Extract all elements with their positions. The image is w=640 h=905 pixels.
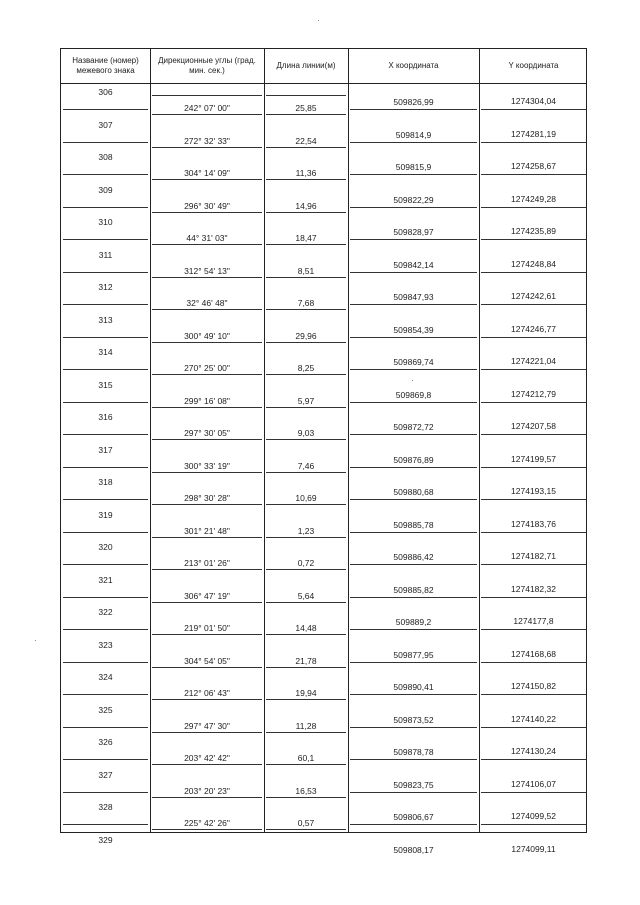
point-name: 310 xyxy=(98,217,113,227)
row-divider xyxy=(266,732,346,733)
row-divider xyxy=(481,239,586,240)
row-divider xyxy=(481,434,586,435)
row-divider xyxy=(152,342,262,343)
row-divider xyxy=(152,212,262,213)
row-divider xyxy=(350,337,477,338)
point-name: 313 xyxy=(98,314,113,325)
line-length: 11,36 xyxy=(295,168,317,178)
point-name: 324 xyxy=(98,672,113,682)
row-divider xyxy=(481,824,586,825)
point-name: 306 xyxy=(98,87,113,97)
row-divider xyxy=(350,629,477,630)
x-coordinate: 509885,78 xyxy=(393,519,434,530)
direction-angle: 312° 54' 13" xyxy=(184,265,230,276)
row-divider xyxy=(481,662,586,663)
row-divider xyxy=(152,277,262,278)
line-length: 21,78 xyxy=(295,655,317,666)
row-divider xyxy=(152,114,262,115)
row-divider xyxy=(350,142,477,143)
y-coordinate: 1274235,89 xyxy=(511,226,556,236)
row-divider xyxy=(63,434,148,435)
row-divider xyxy=(63,694,148,695)
row-divider xyxy=(266,797,346,798)
row-divider xyxy=(266,504,346,505)
y-coordinate: 1274249,28 xyxy=(511,193,556,204)
row-divider xyxy=(481,792,586,793)
row-divider xyxy=(63,207,148,208)
row-divider xyxy=(350,694,477,695)
y-coordinate: 1274140,22 xyxy=(511,713,556,724)
row-divider xyxy=(481,597,586,598)
x-coordinate: 509889,2 xyxy=(395,617,432,627)
x-coordinate: 509878,78 xyxy=(393,747,434,757)
row-divider xyxy=(350,824,477,825)
x-coordinate: 509808,17 xyxy=(393,844,434,855)
row-divider xyxy=(152,179,262,180)
row-divider xyxy=(63,272,148,273)
point-name: 308 xyxy=(98,152,113,162)
row-divider xyxy=(152,147,262,148)
x-coordinate: 509814,9 xyxy=(395,129,432,140)
x-coordinate: 509826,99 xyxy=(393,97,434,107)
row-divider xyxy=(350,207,477,208)
y-coordinate: 1274212,79 xyxy=(511,388,556,399)
y-coordinate: 1274099,11 xyxy=(511,843,556,854)
row-divider xyxy=(350,402,477,403)
y-coordinate: 1274182,71 xyxy=(511,551,556,561)
direction-angle: 300° 33' 19" xyxy=(184,460,230,471)
row-divider xyxy=(63,142,148,143)
point-name: 309 xyxy=(98,184,113,195)
x-coordinate: 509885,82 xyxy=(393,584,434,595)
row-divider xyxy=(266,212,346,213)
direction-angle: 299° 16' 08" xyxy=(184,395,230,406)
direction-angle: 297° 30' 05" xyxy=(184,428,230,438)
point-name: 312 xyxy=(98,282,113,292)
row-divider xyxy=(266,244,346,245)
x-coordinate: 509869,74 xyxy=(393,357,434,367)
scan-speck xyxy=(412,380,413,381)
x-coordinate: 509890,41 xyxy=(393,682,434,692)
direction-angle: 272° 32' 33" xyxy=(184,135,230,146)
y-coordinate: 1274177,8 xyxy=(513,616,554,626)
row-divider xyxy=(152,95,262,96)
y-coordinate: 1274242,61 xyxy=(511,291,556,301)
row-divider xyxy=(266,277,346,278)
row-divider xyxy=(63,564,148,565)
line-length: 18,47 xyxy=(295,233,317,243)
line-length: 22,54 xyxy=(295,135,317,146)
direction-angle: 203° 42' 42" xyxy=(184,753,230,763)
direction-angle: 219° 01' 50" xyxy=(184,623,230,633)
line-length: 29,96 xyxy=(295,330,317,341)
direction-angle: 213° 01' 26" xyxy=(184,558,230,568)
row-divider xyxy=(266,537,346,538)
row-divider xyxy=(63,759,148,760)
row-divider xyxy=(266,342,346,343)
line-length: 60,1 xyxy=(297,753,315,763)
point-name: 317 xyxy=(98,444,113,455)
x-coordinate: 509823,75 xyxy=(393,779,434,790)
row-divider xyxy=(63,304,148,305)
row-divider xyxy=(63,727,148,728)
row-divider xyxy=(481,337,586,338)
point-name: 316 xyxy=(98,412,113,422)
y-coordinate: 1274199,57 xyxy=(511,453,556,464)
header-direction: Дирекционные углы (град. мин. сек.) xyxy=(158,56,256,75)
row-divider xyxy=(63,824,148,825)
row-divider xyxy=(63,109,148,110)
row-divider xyxy=(152,797,262,798)
row-divider xyxy=(63,402,148,403)
point-name: 327 xyxy=(98,769,113,780)
row-divider xyxy=(152,667,262,668)
row-divider xyxy=(152,504,262,505)
x-coordinate: 509873,52 xyxy=(393,714,434,725)
direction-angle: 242° 07' 00" xyxy=(184,103,230,113)
row-divider xyxy=(266,114,346,115)
row-divider xyxy=(152,829,262,830)
direction-angle: 298° 30' 28" xyxy=(184,493,230,503)
header-divider xyxy=(61,83,586,84)
row-divider xyxy=(266,472,346,473)
line-length: 8,51 xyxy=(297,265,315,276)
row-divider xyxy=(266,764,346,765)
row-divider xyxy=(266,829,346,830)
row-divider xyxy=(266,439,346,440)
row-divider xyxy=(266,569,346,570)
point-name: 319 xyxy=(98,509,113,520)
scan-speck xyxy=(318,20,319,21)
row-divider xyxy=(350,564,477,565)
line-length: 5,97 xyxy=(297,395,315,406)
row-divider xyxy=(266,374,346,375)
x-coordinate: 509876,89 xyxy=(393,454,434,465)
point-name: 315 xyxy=(98,379,113,390)
header-name: Название (номер) межевого знака xyxy=(72,56,139,75)
row-divider xyxy=(152,244,262,245)
row-divider xyxy=(152,764,262,765)
row-divider xyxy=(266,602,346,603)
point-name: 325 xyxy=(98,704,113,715)
direction-angle: 44° 31' 03" xyxy=(186,233,228,243)
row-divider xyxy=(266,699,346,700)
row-divider xyxy=(266,634,346,635)
row-divider xyxy=(63,337,148,338)
row-divider xyxy=(481,759,586,760)
header-length: Длина линии(м) xyxy=(276,61,336,70)
direction-angle: 304° 14' 09" xyxy=(184,168,230,178)
row-divider xyxy=(481,629,586,630)
y-coordinate: 1274168,68 xyxy=(511,648,556,659)
row-divider xyxy=(350,499,477,500)
row-divider xyxy=(350,467,477,468)
point-name: 329 xyxy=(98,834,113,845)
row-divider xyxy=(350,662,477,663)
row-divider xyxy=(350,759,477,760)
row-divider xyxy=(63,239,148,240)
line-length: 10,69 xyxy=(295,493,317,503)
row-divider xyxy=(481,499,586,500)
row-divider xyxy=(63,597,148,598)
line-length: 19,94 xyxy=(295,688,317,698)
direction-angle: 225° 42' 26" xyxy=(184,818,230,828)
scan-speck xyxy=(35,640,36,641)
y-coordinate: 1274099,52 xyxy=(511,811,556,821)
row-divider xyxy=(152,569,262,570)
row-divider xyxy=(152,732,262,733)
direction-angle: 304° 54' 05" xyxy=(184,655,230,666)
row-divider xyxy=(63,467,148,468)
x-coordinate: 509828,97 xyxy=(393,227,434,237)
row-divider xyxy=(481,304,586,305)
direction-angle: 296° 30' 49" xyxy=(184,200,230,211)
point-name: 314 xyxy=(98,347,113,357)
column-divider xyxy=(150,49,151,832)
row-divider xyxy=(152,537,262,538)
row-divider xyxy=(481,207,586,208)
y-coordinate: 1274304,04 xyxy=(511,96,556,106)
point-name: 311 xyxy=(98,249,113,260)
y-coordinate: 1274130,24 xyxy=(511,746,556,756)
x-coordinate: 509822,29 xyxy=(393,194,434,205)
y-coordinate: 1274150,82 xyxy=(511,681,556,691)
x-coordinate: 509872,72 xyxy=(393,422,434,432)
x-coordinate: 509842,14 xyxy=(393,259,434,270)
y-coordinate: 1274207,58 xyxy=(511,421,556,431)
direction-angle: 300° 49' 10" xyxy=(184,330,230,341)
x-coordinate: 509886,42 xyxy=(393,552,434,562)
x-coordinate: 509877,95 xyxy=(393,649,434,660)
row-divider xyxy=(481,467,586,468)
row-divider xyxy=(481,564,586,565)
line-length: 9,03 xyxy=(297,428,315,438)
point-name: 326 xyxy=(98,737,113,747)
row-divider xyxy=(350,532,477,533)
y-coordinate: 1274183,76 xyxy=(511,518,556,529)
row-divider xyxy=(350,792,477,793)
row-divider xyxy=(350,727,477,728)
row-divider xyxy=(152,374,262,375)
row-divider xyxy=(350,174,477,175)
line-length: 1,23 xyxy=(297,525,315,536)
y-coordinate: 1274193,15 xyxy=(511,486,556,496)
row-divider xyxy=(350,369,477,370)
line-length: 25,85 xyxy=(295,103,317,113)
direction-angle: 301° 21' 48" xyxy=(184,525,230,536)
direction-angle: 212° 06' 43" xyxy=(184,688,230,698)
row-divider xyxy=(481,532,586,533)
row-divider xyxy=(63,532,148,533)
y-coordinate: 1274182,32 xyxy=(511,583,556,594)
row-divider xyxy=(481,142,586,143)
header-x-coordinate: X координата xyxy=(388,61,439,70)
x-coordinate: 509806,67 xyxy=(393,812,434,822)
y-coordinate: 1274246,77 xyxy=(511,323,556,334)
line-length: 14,48 xyxy=(295,623,317,633)
row-divider xyxy=(63,662,148,663)
row-divider xyxy=(63,369,148,370)
point-name: 323 xyxy=(98,639,113,650)
row-divider xyxy=(481,727,586,728)
column-divider xyxy=(264,49,265,832)
line-length: 7,68 xyxy=(297,298,315,308)
row-divider xyxy=(152,439,262,440)
row-divider xyxy=(350,304,477,305)
line-length: 0,72 xyxy=(297,558,315,568)
row-divider xyxy=(63,499,148,500)
line-length: 14,96 xyxy=(295,200,317,211)
x-coordinate: 509880,68 xyxy=(393,487,434,497)
row-divider xyxy=(152,309,262,310)
line-length: 11,28 xyxy=(295,720,317,731)
direction-angle: 32° 46' 48" xyxy=(186,298,228,308)
row-divider xyxy=(481,109,586,110)
direction-angle: 203° 20' 23" xyxy=(184,785,230,796)
row-divider xyxy=(266,95,346,96)
row-divider xyxy=(350,434,477,435)
header-y-coordinate: Y координата xyxy=(508,61,559,70)
line-length: 8,25 xyxy=(297,363,315,373)
y-coordinate: 1274106,07 xyxy=(511,778,556,789)
boundary-coordinates-table xyxy=(60,48,587,855)
row-divider xyxy=(266,667,346,668)
line-length: 7,46 xyxy=(297,460,315,471)
point-name: 322 xyxy=(98,607,113,617)
point-name: 328 xyxy=(98,802,113,812)
row-divider xyxy=(152,602,262,603)
row-divider xyxy=(481,369,586,370)
row-divider xyxy=(481,694,586,695)
row-divider xyxy=(266,309,346,310)
row-divider xyxy=(481,402,586,403)
point-name: 318 xyxy=(98,477,113,487)
direction-angle: 270° 25' 00" xyxy=(184,363,230,373)
row-divider xyxy=(152,472,262,473)
row-divider xyxy=(481,174,586,175)
line-length: 16,53 xyxy=(295,785,317,796)
x-coordinate: 509869,8 xyxy=(395,389,432,400)
row-divider xyxy=(152,634,262,635)
x-coordinate: 509854,39 xyxy=(393,324,434,335)
row-divider xyxy=(63,174,148,175)
row-divider xyxy=(481,272,586,273)
line-length: 5,64 xyxy=(297,590,315,601)
row-divider xyxy=(350,597,477,598)
y-coordinate: 1274258,67 xyxy=(511,161,556,171)
row-divider xyxy=(152,407,262,408)
y-coordinate: 1274248,84 xyxy=(511,258,556,269)
row-divider xyxy=(266,147,346,148)
x-coordinate: 509847,93 xyxy=(393,292,434,302)
point-name: 320 xyxy=(98,542,113,552)
row-divider xyxy=(350,272,477,273)
x-coordinate: 509815,9 xyxy=(395,162,432,172)
row-divider xyxy=(350,239,477,240)
point-name: 321 xyxy=(98,574,113,585)
row-divider xyxy=(266,179,346,180)
row-divider xyxy=(350,109,477,110)
y-coordinate: 1274281,19 xyxy=(511,128,556,139)
line-length: 0,57 xyxy=(297,818,315,828)
row-divider xyxy=(152,699,262,700)
row-divider xyxy=(63,629,148,630)
point-name: 307 xyxy=(98,119,113,130)
direction-angle: 297° 47' 30" xyxy=(184,720,230,731)
row-divider xyxy=(63,792,148,793)
row-divider xyxy=(266,407,346,408)
y-coordinate: 1274221,04 xyxy=(511,356,556,366)
direction-angle: 306° 47' 19" xyxy=(184,590,230,601)
